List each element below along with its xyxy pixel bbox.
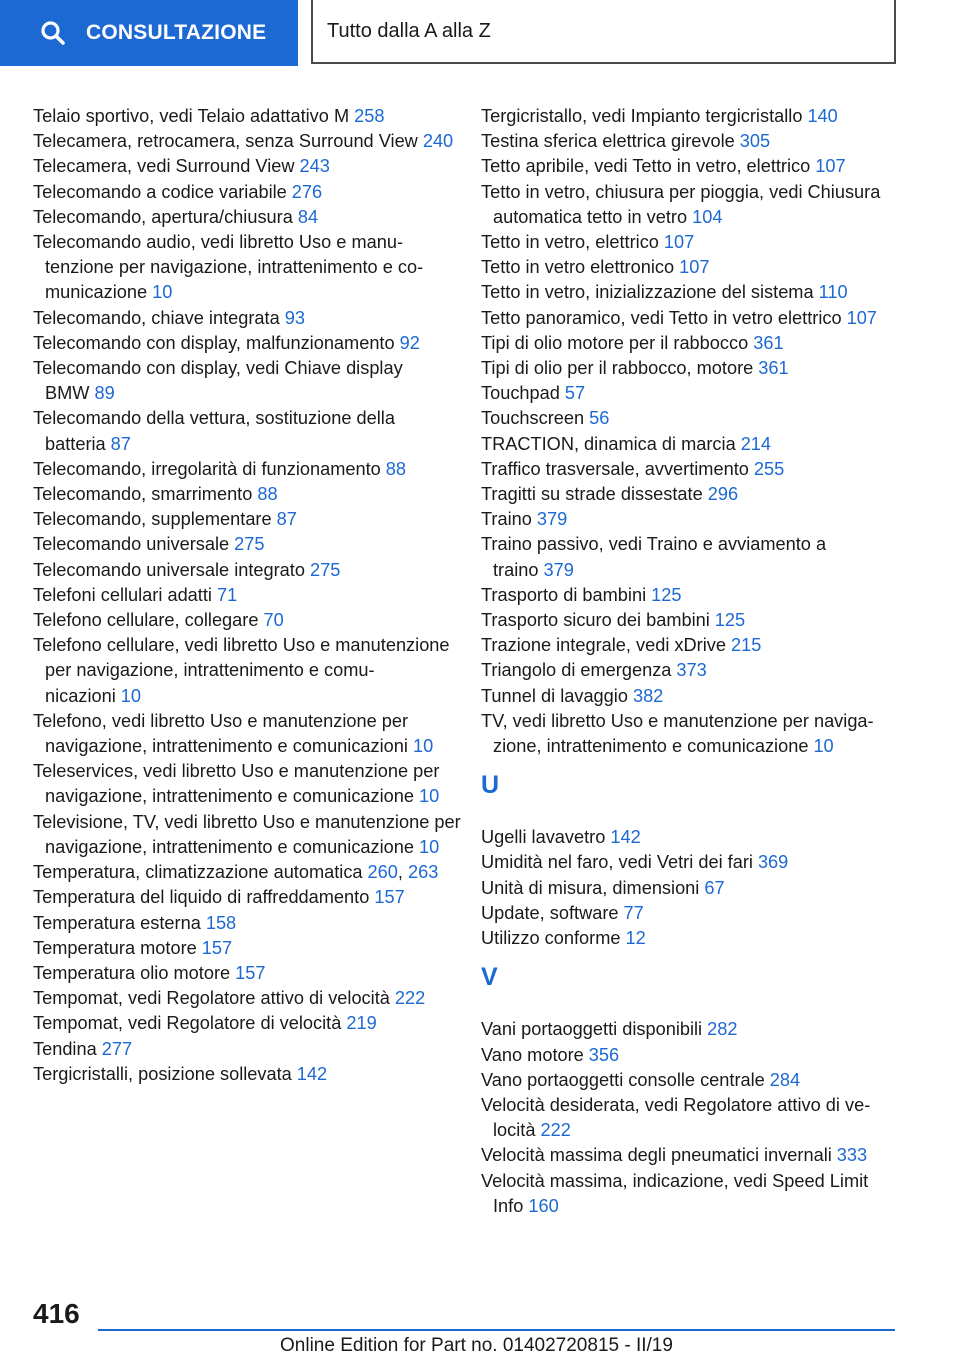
- entry-text: Tunnel di lavaggio: [481, 685, 628, 706]
- page-link[interactable]: 382: [632, 685, 664, 706]
- entry-text: Tipi di olio motore per il rabbocco: [481, 332, 749, 353]
- index-entry: [481, 926, 911, 951]
- index-entry: [33, 154, 463, 179]
- page-link[interactable]: 275: [234, 534, 265, 555]
- index-entry: [33, 633, 463, 709]
- entry-text: Tergicristallo, vedi Impianto tergicristallo: [481, 106, 803, 126]
- index-entry: [481, 1093, 911, 1143]
- entry-text: Tempomat, vedi Regolatore di velocità: [33, 1013, 342, 1034]
- index-entry: [33, 532, 463, 557]
- page-link[interactable]: 125: [651, 584, 682, 605]
- index-entry: [481, 876, 911, 901]
- entry-text: Vani portaoggetti disponibili: [481, 1019, 703, 1040]
- entry-text: Temperatura olio motore: [33, 962, 231, 983]
- entry-text: Telecomando audio, vedi libretto Uso e manutenzione per navigazione, intrattenimento e comunicazione: [33, 232, 424, 303]
- index-entry: [481, 457, 911, 482]
- entry-text: Telefono cellulare, collegare: [33, 610, 259, 631]
- index-entry: [481, 507, 911, 532]
- section-title: Tutto dalla A alla Z: [327, 19, 491, 42]
- index-entry: [481, 1169, 911, 1219]
- entry-text: Tendina: [33, 1038, 97, 1059]
- index-entry: [481, 1143, 911, 1168]
- entry-text: Update, software: [481, 902, 619, 923]
- entry-text: Velocità massima, indicazione, vedi Speed Limit Info: [481, 1170, 869, 1216]
- index-group-t: [481, 104, 911, 759]
- entry-text: Tetto in vetro, elettrico: [481, 232, 659, 253]
- edition-text: Online Edition for Part no. 01402720815 - II/19: [280, 1335, 673, 1356]
- page-link[interactable]: 104: [692, 206, 723, 227]
- page-link[interactable]: 260: [367, 862, 398, 883]
- index-entry: [33, 306, 463, 331]
- page-link[interactable]: 157: [235, 962, 266, 983]
- entry-text: Telefoni cellulari adatti: [33, 584, 212, 605]
- page-link[interactable]: 373: [676, 660, 707, 681]
- entry-text: TV, vedi libretto Uso e manutenzione per navigazione, intrattenimento e comunicazione: [481, 710, 874, 757]
- entry-text: Traino passivo, vedi Traino e avviamento a traino: [481, 534, 827, 580]
- entry-text: Telecomando, smarrimento: [33, 484, 253, 505]
- entry-text: Traino: [481, 509, 532, 530]
- page-link[interactable]: 222: [540, 1120, 571, 1141]
- entry-text: Telecomando, supplementare: [33, 509, 272, 530]
- entry-text: Telaio sportivo, vedi Telaio adattativo M: [33, 106, 350, 126]
- index-entry: [481, 658, 911, 683]
- entry-text: Telecomando con display, malfunzionamento: [33, 332, 395, 353]
- page-link[interactable]: 10: [120, 685, 142, 706]
- entry-text: Tetto in vetro, inizializzazione del sistema: [481, 282, 814, 303]
- entry-text: Trasporto sicuro dei bambini: [481, 610, 710, 631]
- index-column-right: [481, 104, 911, 1219]
- page-link[interactable]: 258: [354, 106, 385, 126]
- entry-text: TRACTION, dinamica di marcia: [481, 433, 736, 454]
- index-entry: [33, 986, 463, 1011]
- page-link[interactable]: 333: [836, 1145, 868, 1166]
- page-link[interactable]: 369: [757, 852, 789, 873]
- entry-text: Telecomando, irregolarità di funzionamento: [33, 458, 381, 479]
- page-link[interactable]: 214: [740, 433, 772, 454]
- index-entry: [481, 230, 911, 255]
- index-entry: [33, 885, 463, 910]
- header: [0, 0, 960, 66]
- index-entry: [481, 255, 911, 280]
- index-entry: [33, 230, 463, 306]
- section-letter-u: U: [481, 771, 500, 800]
- entry-text: Temperatura motore: [33, 937, 197, 958]
- page-link[interactable]: 10: [412, 736, 434, 757]
- index-entry: [481, 104, 911, 129]
- page-link[interactable]: 10: [813, 736, 834, 757]
- page-link[interactable]: 89: [94, 383, 115, 404]
- entry-text: Telefono, vedi libretto Uso e manutenzione per navigazione, intrattenimento e comunicazioni: [33, 710, 409, 757]
- page-link[interactable]: 88: [257, 484, 278, 505]
- page-link[interactable]: 70: [263, 610, 284, 631]
- index-entry: [481, 825, 911, 850]
- index-entry: [481, 633, 911, 658]
- page-link[interactable]: 361: [753, 332, 784, 353]
- page-link[interactable]: 10: [419, 786, 440, 807]
- entry-text: Tragitti su strade dissestate: [481, 484, 703, 505]
- index-entry: [481, 154, 911, 179]
- index-entry: [481, 180, 911, 230]
- entry-text: Telecomando con display, vedi Chiave display BMW: [33, 358, 403, 404]
- page-link[interactable]: 296: [707, 484, 739, 505]
- page-link[interactable]: 282: [707, 1019, 738, 1040]
- index-entry: [33, 356, 463, 406]
- index-entry: [481, 406, 911, 431]
- page-link[interactable]: 77: [623, 902, 644, 923]
- entry-text: Umidità nel faro, vedi Vetri dei fari: [481, 852, 753, 873]
- page-link[interactable]: 84: [297, 206, 319, 227]
- index-entry: [33, 608, 463, 633]
- footer-divider: [98, 1329, 895, 1331]
- page-link[interactable]: 356: [588, 1044, 620, 1065]
- entry-text: Utilizzo conforme: [481, 928, 621, 949]
- index-entry: [33, 482, 463, 507]
- entry-text: Tempomat, vedi Regolatore attivo di velocità: [33, 988, 390, 1009]
- index-entry: [481, 381, 911, 406]
- index-group-v: [481, 1017, 911, 1219]
- page-link[interactable]: 157: [201, 937, 233, 958]
- search-icon: [40, 20, 66, 46]
- entry-text: Testina sferica elettrica girevole: [481, 131, 735, 152]
- index-entry: [481, 129, 911, 154]
- entry-text: Vano motore: [481, 1044, 584, 1065]
- page-link[interactable]: 107: [846, 307, 877, 328]
- page-link[interactable]: 379: [543, 559, 574, 580]
- entry-text: Temperatura, climatizzazione automatica: [33, 862, 363, 883]
- index-entry: [33, 331, 463, 356]
- index-entry: [481, 608, 911, 633]
- entry-text: Telecomando, apertura/chiusura: [33, 206, 293, 227]
- page-link[interactable]: 379: [536, 509, 568, 530]
- entry-text: Trasporto di bambini: [481, 584, 647, 605]
- page-link[interactable]: 157: [374, 887, 405, 908]
- page-link[interactable]: 276: [291, 181, 323, 202]
- index-entry: [33, 911, 463, 936]
- page-link[interactable]: 87: [276, 509, 297, 530]
- entry-text: Traffico trasversale, avvertimento: [481, 458, 749, 479]
- consult-tab[interactable]: [0, 0, 298, 66]
- entry-text: Telecomando universale: [33, 534, 230, 555]
- page-link[interactable]: 240: [422, 131, 454, 152]
- index-entry: [33, 961, 463, 986]
- index-entry: [481, 356, 911, 381]
- section-letter-v: V: [481, 963, 498, 992]
- index-entry: [33, 860, 463, 885]
- entry-text: Telecomando della vettura, sostituzione della batteria: [33, 408, 395, 454]
- page-link[interactable]: 56: [589, 408, 610, 429]
- entry-text: Tetto panoramico, vedi Tetto in vetro elettrico: [481, 307, 842, 328]
- entry-text: Telecomando, chiave integrata: [33, 307, 280, 328]
- entry-text: Tetto in vetro elettronico: [481, 257, 675, 278]
- page-link[interactable]: 87: [110, 433, 131, 454]
- entry-text: Telecomando a codice variabile: [33, 181, 287, 202]
- index-entry: [33, 583, 463, 608]
- index-entry: [33, 1062, 463, 1087]
- entry-text: Touchscreen: [481, 408, 585, 429]
- entry-text: Telefono cellulare, vedi libretto Uso e manutenzione per navigazione, intrattenimento e comunicazioni: [33, 635, 450, 706]
- entry-text: Temperatura del liquido di raffreddamento: [33, 887, 370, 908]
- entry-text: Tergicristalli, posizione sollevata: [33, 1063, 292, 1084]
- page-link[interactable]: 275: [309, 559, 341, 580]
- page-link[interactable]: 93: [284, 307, 305, 328]
- page-link[interactable]: 67: [704, 877, 725, 898]
- page-link[interactable]: 142: [296, 1063, 328, 1084]
- index-entry: [481, 1068, 911, 1093]
- page-link[interactable]: 92: [399, 332, 420, 353]
- page-link[interactable]: 219: [346, 1013, 377, 1034]
- index-column-left: [33, 104, 463, 1087]
- index-entry: [33, 1037, 463, 1062]
- entry-text: Telecamera, retrocamera, senza Surround View: [33, 131, 418, 152]
- page-link[interactable]: 88: [385, 458, 407, 479]
- page-link[interactable]: 10: [419, 836, 440, 857]
- index-entry: [481, 901, 911, 926]
- entry-text: Temperatura esterna: [33, 912, 201, 933]
- entry-text: Vano portaoggetti consolle centrale: [481, 1069, 765, 1090]
- index-entry: [33, 810, 463, 860]
- index-entry: [33, 205, 463, 230]
- entry-text: Ugelli lavavetro: [481, 827, 606, 848]
- index-entry: [481, 1017, 911, 1042]
- page-number: 416: [33, 1298, 80, 1329]
- index-entry: [33, 457, 463, 482]
- index-entry: [481, 331, 911, 356]
- entry-text: Velocità massima degli pneumatici invernali: [481, 1145, 832, 1166]
- page-link[interactable]: 215: [730, 635, 762, 656]
- page-link[interactable]: 255: [753, 458, 785, 479]
- index-entry: [33, 180, 463, 205]
- entry-text: Tetto apribile, vedi Tetto in vetro, elettrico: [481, 156, 811, 177]
- index-entry: [33, 507, 463, 532]
- entry-text: Telecamera, vedi Surround View: [33, 156, 295, 177]
- page-link[interactable]: 57: [564, 383, 586, 404]
- page-link[interactable]: 263: [408, 862, 439, 883]
- page-link[interactable]: 222: [394, 988, 426, 1009]
- index-entry: [481, 482, 911, 507]
- page-link[interactable]: 243: [299, 156, 330, 177]
- page-link[interactable]: 160: [528, 1195, 559, 1216]
- entry-text: Touchpad: [481, 383, 560, 404]
- page-link[interactable]: 305: [739, 131, 771, 152]
- index-entry: [33, 129, 463, 154]
- page-link[interactable]: 107: [663, 232, 695, 253]
- index-entry: [481, 1043, 911, 1068]
- page-link[interactable]: 361: [758, 358, 789, 379]
- index-entry: [481, 684, 911, 709]
- page-link[interactable]: 110: [818, 282, 848, 303]
- entry-text: Tipi di olio per il rabbocco, motore: [481, 358, 754, 379]
- index-entry: [33, 104, 463, 129]
- index-entry: [481, 280, 911, 305]
- page-link[interactable]: 142: [610, 827, 641, 848]
- index-entry: [33, 406, 463, 456]
- page-link[interactable]: 12: [625, 928, 646, 949]
- consult-label: CONSULTAZIONE: [86, 21, 267, 44]
- entry-text: Triangolo di emergenza: [481, 660, 672, 681]
- index-entry: [33, 709, 463, 759]
- page-separator: ,: [397, 862, 409, 883]
- page-link[interactable]: 107: [679, 257, 710, 278]
- entry-text: Tetto in vetro, chiusura per pioggia, vedi Chiusura automatica tetto in vetro: [481, 181, 881, 227]
- page-link[interactable]: 71: [216, 584, 238, 605]
- entry-text: Televisione, TV, vedi libretto Uso e manutenzione per navigazione, intrattenimento e comunicazione: [33, 811, 461, 857]
- entry-text: Teleservices, vedi libretto Uso e manutenzione per navigazione, intrattenimento e comunicazione: [33, 761, 440, 807]
- page-link[interactable]: 284: [769, 1069, 801, 1090]
- entry-text: Unità di misura, dimensioni: [481, 877, 700, 898]
- index-entry: [481, 432, 911, 457]
- index-entry: [481, 850, 911, 875]
- page-link[interactable]: 277: [101, 1038, 133, 1059]
- page-link[interactable]: 158: [205, 912, 237, 933]
- entry-text: Trazione integrale, vedi xDrive: [481, 635, 726, 656]
- page-link[interactable]: 140: [807, 106, 838, 126]
- index-entry: [33, 759, 463, 809]
- page-link[interactable]: 107: [815, 156, 846, 177]
- section-title-tab: [311, 0, 896, 64]
- index-group-u: [481, 825, 911, 951]
- index-entry: [481, 532, 911, 582]
- index-entry: [481, 306, 911, 331]
- index-entry: [481, 583, 911, 608]
- entry-text: Telecomando universale integrato: [33, 559, 305, 580]
- page-link[interactable]: 10: [152, 282, 173, 303]
- index-entry: [33, 936, 463, 961]
- index-entry: [33, 1011, 463, 1036]
- entry-text: Velocità desiderata, vedi Regolatore attivo di velocità: [481, 1094, 871, 1141]
- index-entry: [33, 558, 463, 583]
- index-entry: [481, 709, 911, 759]
- page-link[interactable]: 125: [714, 610, 746, 631]
